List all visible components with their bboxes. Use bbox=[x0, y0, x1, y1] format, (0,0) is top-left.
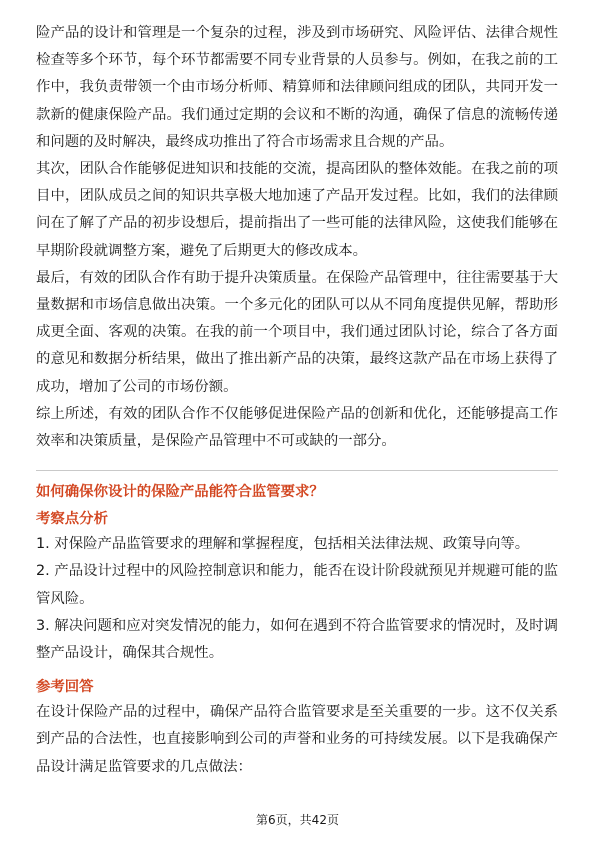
body-paragraph: 最后，有效的团队合作有助于提升决策质量。在保险产品管理中，往往需要基于大量数据和市场信息做出决策。一个多元化的团队可以从不同角度提供见解，帮助形成更全面、客观的决策。在我的前一个项目中，我们通过团队讨论，综合了各方面的意见和数据分析结果，做出了推出新产品的决策，最终这款产品在市场上获得了成功，增加了公司的市场份额。 bbox=[36, 269, 558, 395]
document-page bbox=[36, 20, 558, 781]
analysis-heading: 考察点分析 bbox=[36, 511, 108, 528]
analysis-points bbox=[36, 531, 558, 667]
analysis-point: 1. 对保险产品监管要求的理解和掌握程度，包括相关法律法规、政策导向等。 bbox=[36, 536, 530, 553]
analysis-point: 3. 解决问题和应对突发情况的能力，如何在遇到不符合监管要求的情况时，及时调整产品设计，确保其合规性。 bbox=[36, 617, 558, 662]
reference-paragraph: 在设计保险产品的过程中，确保产品符合监管要求是至关重要的一步。这不仅关系到产品的合法性，也直接影响到公司的声誉和业务的可持续发展。以下是我确保产品设计满足监管要求的几点做法： bbox=[36, 704, 558, 775]
question-heading: 如何确保你设计的保险产品能符合监管要求？ bbox=[36, 484, 324, 501]
analysis-point: 2. 产品设计过程中的风险控制意识和能力，能否在设计阶段就预见并规避可能的监管风险。 bbox=[36, 563, 558, 607]
body-paragraph: 险产品的设计和管理是一个复杂的过程，涉及到市场研究、风险评估、法律合规性检查等多个环节，每个环节都需要不同专业背景的人员参与。例如，在我之前的工作中，我负责带领一个由市场分析师、精算师和法律顾问组成的团队，共同开发一款新的健康保险产品。我们通过定期的会议和不断的沟通，确保了信息的流畅传递和问题的及时解决，最终成功推出了符合市场需求且合规的产品。 bbox=[36, 25, 558, 150]
section-divider bbox=[36, 470, 558, 471]
body-paragraph: 其次，团队合作能够促进知识和技能的交流，提高团队的整体效能。在我之前的项目中，团队成员之间的知识共享极大地加速了产品开发过程。比如，我们的法律顾问在了解了产品的初步设想后，提前指出了一些可能的法律风险，这使我们能够在早期阶段就调整方案，避免了后期更大的修改成本。 bbox=[36, 161, 558, 259]
body-paragraph: 综上所述，有效的团队合作不仅能够促进保险产品的创新和优化，还能够提高工作效率和决策质量，是保险产品管理中不可或缺的一部分。 bbox=[36, 405, 558, 450]
page-footer: 第6页，共42页 bbox=[256, 813, 339, 827]
reference-heading: 参考回答 bbox=[36, 679, 94, 696]
